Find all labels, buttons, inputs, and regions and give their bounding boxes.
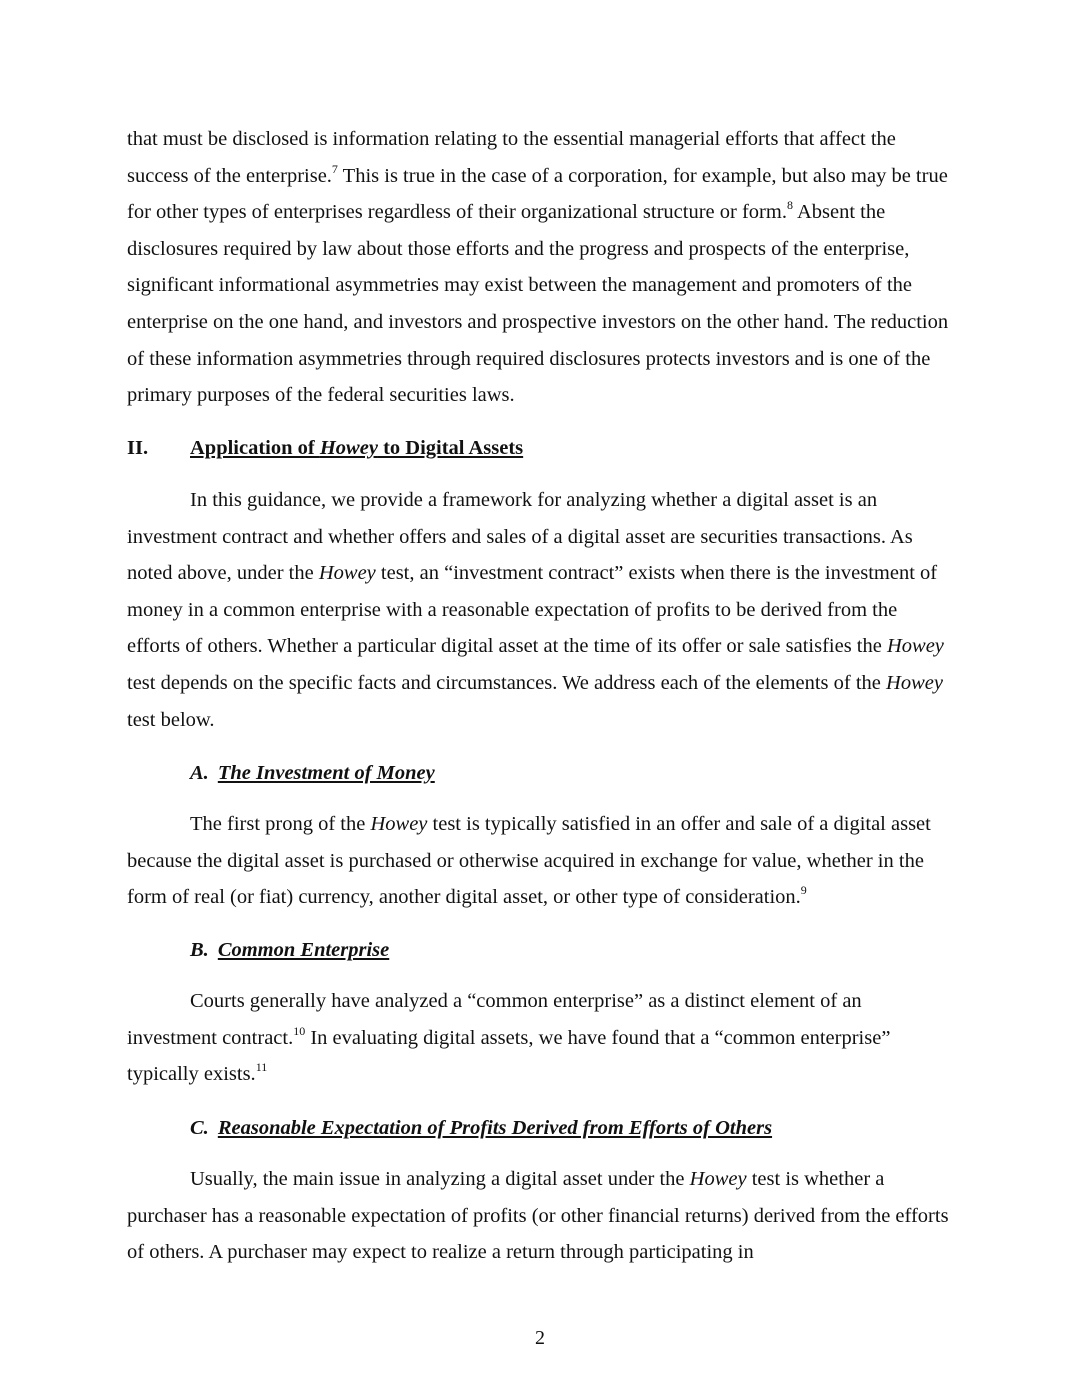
paragraph-expectation-of-profits: Usually, the main issue in analyzing a digital asset under the Howey test is whether a purchaser has a reasonable expectation of profits (or other financial returns) derived from the efforts of others. A purchaser may expect to realize a return through participating in	[127, 1168, 949, 1264]
subsection-heading-c	[190, 1111, 772, 1145]
paragraph-framework: In this guidance, we provide a framework for analyzing whether a digital asset is an investment contract and whether offers and sales of a digital asset are securities transactions. As noted above, under the Howey test, an “investment contract” exists when there is the investment of money in a common enterprise with a reasonable expectation of profits to be derived from the efforts of others. Whether a particular digital asset at the time of its offer or sale satisfies the Howey test depends on the specific facts and circumstances. We address each of the elements of the Howey test below.	[127, 489, 944, 731]
page-number: 2	[535, 1327, 545, 1349]
section-heading-ii	[127, 431, 523, 465]
paragraph-common-enterprise: Courts generally have analyzed a “common enterprise” as a distinct element of an investment contract.$^{10}$ In evaluating digital assets, we have found that a “common enterprise” typically exists.$^{11}$	[127, 990, 891, 1086]
footnote-ref-7[interactable]: 7	[331, 161, 338, 176]
subsection-title: Reasonable Expectation of Profits Derived from Efforts of Others	[217, 1117, 773, 1139]
paragraph-text: that must be disclosed is information relating to the essential managerial efforts that affect the success of the enterprise.	[127, 128, 896, 187]
paragraph-investment-of-money: The first prong of the Howey test is typically satisfied in an offer and sale of a digital asset because the digital asset is purchased or otherwise acquired in exchange for value, whether in the form of real (or fiat) currency, another digital asset, or other type of consideration.$^9$	[127, 813, 931, 909]
subsection-title: The Investment of Money	[217, 762, 435, 784]
section-number: II.	[127, 437, 149, 459]
footnote-ref-10[interactable]: 10	[293, 1023, 306, 1038]
subsection-letter: A.	[190, 762, 209, 784]
footnote-ref-8[interactable]: 8	[786, 198, 793, 213]
paragraph-text: This is true in the case of a corporation, for example, but also may be true for other types of enterprises regardless of their organizational structure or form.	[127, 164, 948, 224]
footnote-ref-9[interactable]: 9	[800, 883, 807, 898]
subsection-letter: B.	[190, 939, 209, 961]
paragraph-disclosure	[127, 121, 953, 414]
subsection-title: Common Enterprise	[217, 939, 390, 961]
section-title: Application of Howey to Digital Assets	[190, 437, 524, 459]
paragraph-text: Absent the disclosures required by law about those efforts and the progress and prospects of the enterprise, significant informational asymmetries may exist between the management and promoters of the enterprise on the one hand, and investors and prospective investors on the other hand. The reduction of these information asymmetries through required disclosures protects investors and is one of the primary purposes of the federal securities laws.	[127, 201, 949, 407]
footnote-ref-11[interactable]: 11	[255, 1060, 268, 1075]
subsection-letter: C.	[190, 1117, 209, 1139]
subsection-heading-b	[190, 933, 389, 967]
subsection-heading-a	[190, 756, 435, 790]
